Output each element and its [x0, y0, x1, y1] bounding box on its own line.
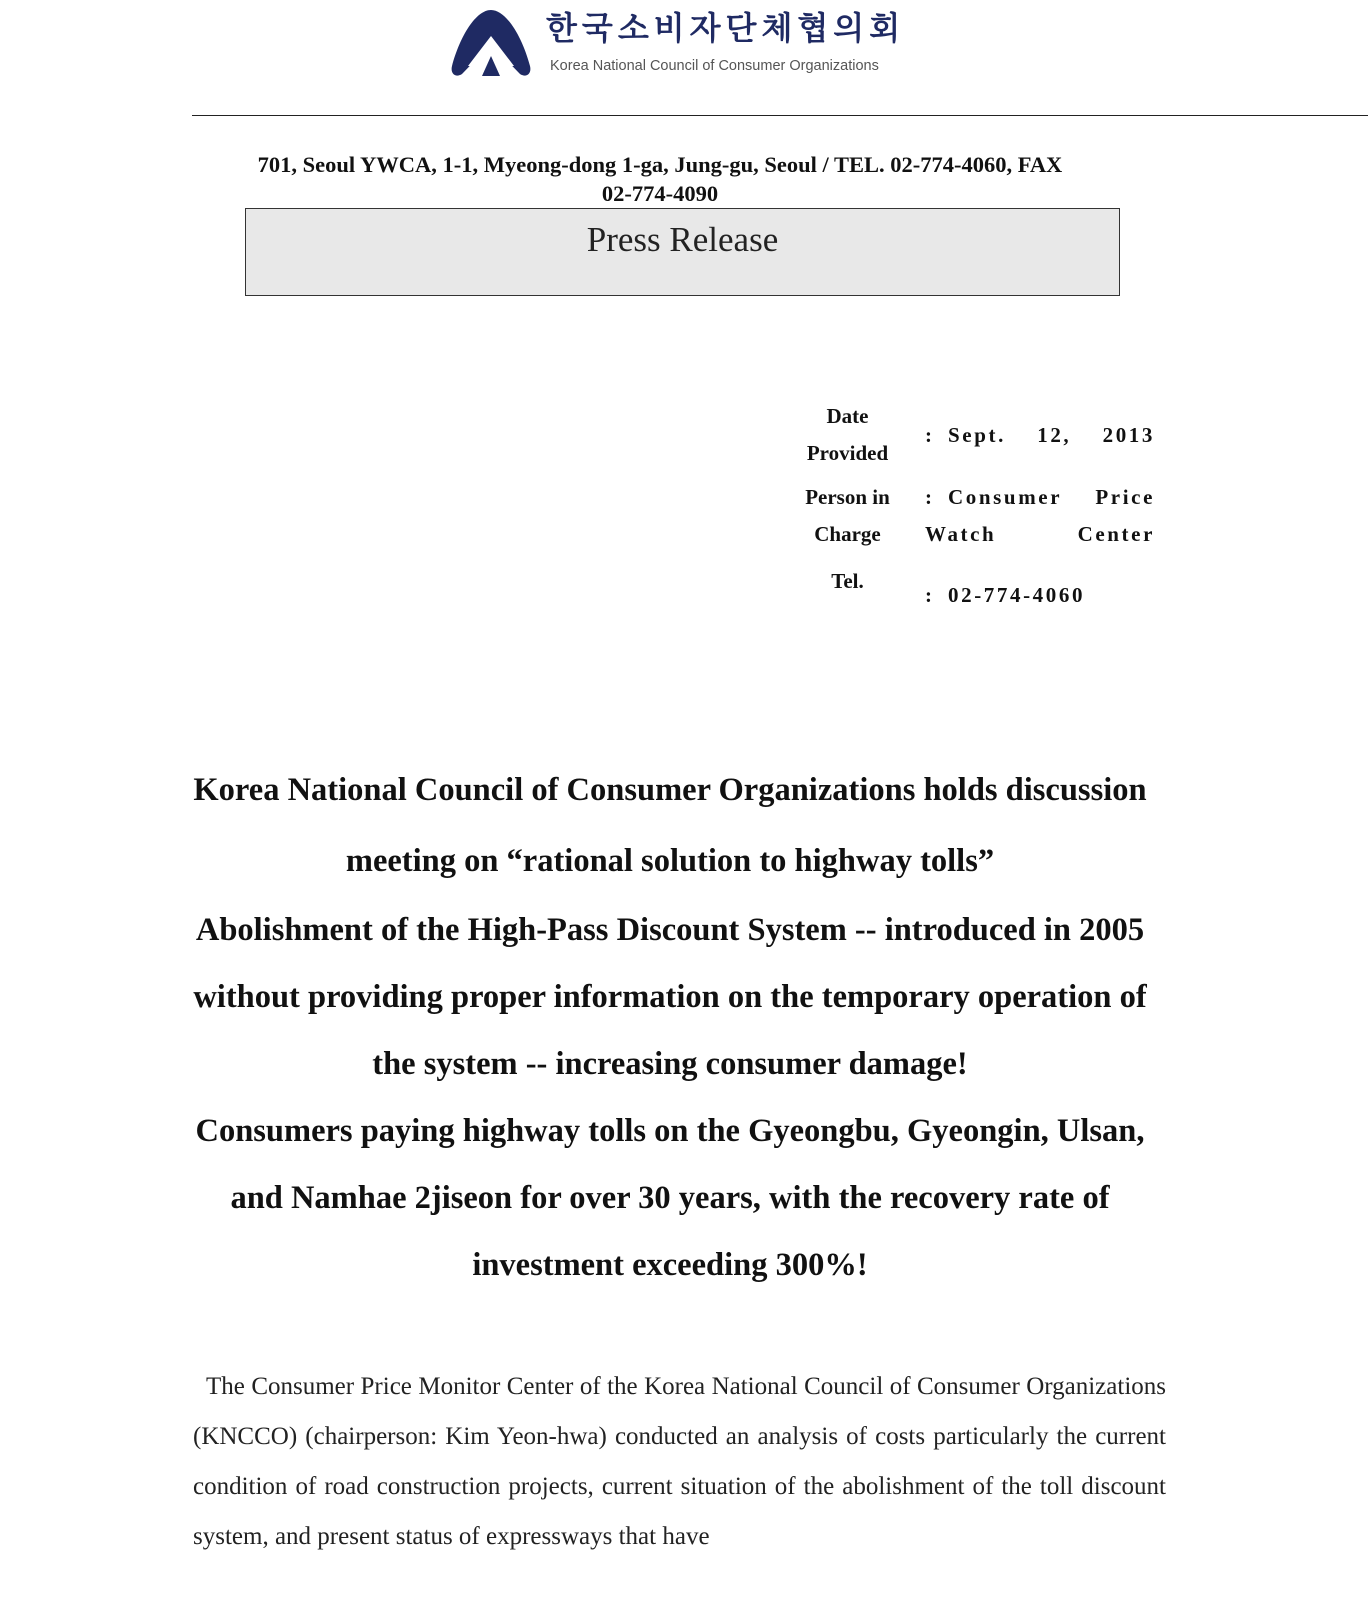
colon-separator: : — [925, 423, 932, 447]
person-label-line-2: Charge — [814, 522, 881, 546]
chevron-arch-logo-icon — [446, 6, 536, 82]
person-in-charge-value — [925, 479, 1155, 553]
person-in-charge-label — [790, 479, 905, 553]
date-label-line-2: Provided — [806, 441, 889, 465]
press-release-title: Press Release — [586, 220, 779, 259]
date-value: Sept. 12, 2013 — [948, 423, 1155, 447]
tel-value: 02-774-4060 — [948, 583, 1086, 607]
tel-label: Tel. — [831, 569, 864, 593]
org-name-english: Korea National Council of Consumer Organizations — [550, 58, 879, 74]
address-block — [180, 150, 1140, 208]
headline-sub-line: investment exceeding 300%! — [472, 1247, 868, 1283]
headline-sub-line: Abolishment of the High-Pass Discount System -- introduced in 2005 — [195, 912, 1145, 948]
body-paragraph: The Consumer Price Monitor Center of the Korea National Council of Consumer Organizations (KNCCO) (chairperson: Kim Yeon-hwa) conducted an analysis of costs particularly the current condition of road construction projects, current situation of the abolishment of the toll discount system, and present status of expressways that have — [193, 1373, 1166, 1550]
address-line-2: 02-774-4090 — [601, 181, 719, 206]
headline-sub-line: the system -- increasing consumer damage! — [372, 1046, 968, 1082]
headline-sub-line: Consumers paying highway tolls on the Gyeongbu, Gyeongin, Ulsan, — [195, 1113, 1145, 1149]
headline-sub-line: without providing proper information on the temporary operation of — [193, 979, 1147, 1015]
date-provided-value — [925, 417, 1155, 454]
headline-main-line: Korea National Council of Consumer Organizations holds discussion — [193, 772, 1147, 808]
letterhead-logo — [446, 4, 916, 86]
org-name-korean: 한국소비자단체협의회 — [546, 9, 906, 47]
address-line-1: 701, Seoul YWCA, 1-1, Myeong-dong 1-ga, Jung-gu, Seoul / TEL. 02-774-4060, FAX — [257, 152, 1063, 177]
colon-separator: : — [925, 485, 932, 509]
press-release-box — [245, 208, 1120, 296]
colon-separator: : — [925, 583, 932, 607]
tel-value-row — [925, 577, 1155, 614]
headline-sub-line: and Namhae 2jiseon for over 30 years, with the recovery rate of — [230, 1180, 1110, 1216]
person-value-line-1: Consumer Price — [948, 485, 1155, 509]
person-label-line-1: Person in — [805, 485, 890, 509]
person-value-row-1 — [925, 479, 1155, 516]
headline-main-line: meeting on “rational solution to highway tolls” — [345, 843, 995, 879]
date-provided-label — [790, 398, 905, 472]
header-divider — [192, 115, 1368, 116]
headline-block — [180, 755, 1160, 1299]
person-value-line-2: Watch Center — [925, 522, 1155, 546]
date-label-line-1: Date — [826, 404, 869, 428]
